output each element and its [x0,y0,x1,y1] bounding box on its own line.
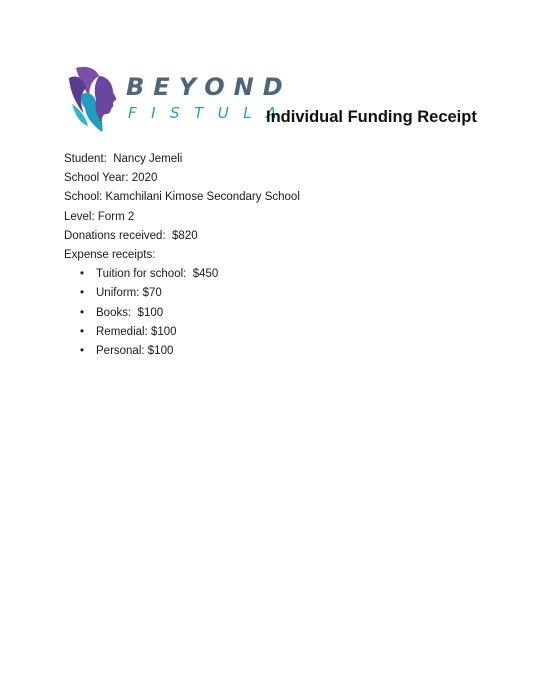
expense-item-personal: Personal: $100 [96,345,174,358]
logo-wordmark-beyond: BEYOND [126,73,292,101]
expense-item-remedial: Remedial: $100 [96,325,177,338]
expense-item-books: Books: $100 [96,306,164,319]
page-title: Individual Funding Receipt [266,108,477,126]
bullet-icon: • [80,306,85,319]
woman-profile-logo-icon [66,64,122,134]
expense-item-uniform: Uniform: $70 [96,287,162,300]
expense-list [80,265,218,361]
expense-item-tuition: Tuition for school: $450 [96,268,219,280]
logo-wordmark-fistula: FISTULA [128,104,291,122]
list-item [80,304,218,323]
level-row: Level: Form 2 [64,210,135,223]
bullet-icon: • [80,325,85,338]
expense-heading: Expense receipts: [64,249,156,262]
list-item [80,265,218,284]
school-year-row: School Year: 2020 [64,172,158,185]
bullet-icon: • [80,287,85,300]
bullet-icon: • [80,345,85,358]
list-item [80,342,218,361]
list-item [80,284,218,303]
student-row: Student: Nancy Jemeli [64,153,183,165]
donations-row: Donations received: $820 [64,229,198,242]
list-item [80,323,218,342]
receipt-fields [64,150,300,265]
school-row: School: Kamchilani Kimose Secondary School [64,191,300,204]
beyond-fistula-logo [66,64,292,134]
bullet-icon: • [80,268,85,280]
